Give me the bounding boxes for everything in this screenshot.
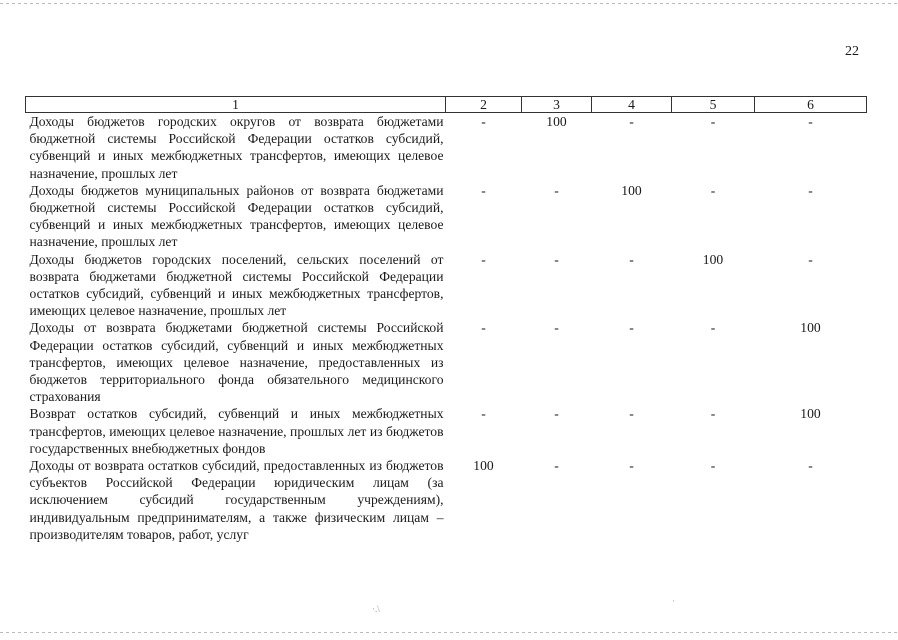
column-header-1: 1 — [26, 97, 446, 113]
row-value-col3: - — [554, 251, 559, 267]
row-value-col4: - — [629, 251, 634, 267]
column-header-6: 6 — [755, 97, 867, 113]
row-value-col4: - — [629, 458, 634, 474]
column-header-5: 5 — [672, 97, 755, 113]
column-header-4: 4 — [592, 97, 672, 113]
row-value-col3: - — [554, 406, 559, 422]
row-value-col6: - — [808, 182, 813, 198]
row-value-col6: 100 — [800, 320, 821, 336]
row-value-col4: - — [629, 114, 634, 129]
row-description: Доходы от возврата бюджетами бюджетной системы Российской Федерации остатков субсидий, субвенций и иных межбюджетных трансфертов, имеющих целевое назначение, предоставленных из бюджетов территориального фонда обязательного медицинского страхования — [29, 320, 444, 405]
row-value-col6: - — [808, 458, 813, 474]
row-value-col5: - — [710, 182, 716, 198]
table-row — [26, 457, 867, 543]
table-row — [26, 405, 867, 457]
row-value-col3: 100 — [546, 114, 567, 129]
row-value-col6: - — [808, 114, 813, 129]
row-value-col5: - — [710, 114, 716, 129]
row-value-col2: - — [481, 114, 486, 129]
column-header-2: 2 — [446, 97, 522, 113]
row-value-col2: - — [481, 251, 486, 267]
row-description: Доходы бюджетов городских округов от возврата бюджетами бюджетной системы Российской Федерации остатков субсидий, субвенций и иных межбюджетных трансфертов, имеющих целевое назначение, прошлых лет — [29, 114, 444, 181]
table-row — [26, 319, 867, 405]
row-description: Доходы от возврата остатков субсидий, предоставленных из бюджетов субъектов Российской Федерации юридическим лицам (за исключением субсидий государственным учреждениям), индивидуальным предпринимателям, а также физическим лицам – производителям товаров, работ, услуг — [29, 458, 444, 542]
table-row — [26, 251, 867, 320]
budget-revenue-table — [25, 96, 867, 543]
row-value-col6: 100 — [800, 406, 821, 422]
row-value-col2: - — [481, 320, 486, 336]
column-header-3: 3 — [522, 97, 592, 113]
row-value-col5: - — [710, 406, 716, 422]
row-value-col3: - — [554, 320, 559, 336]
row-value-col3: - — [554, 458, 559, 474]
row-description: Доходы бюджетов городских поселений, сельских поселений от возврата бюджетами бюджетной системы Российской Федерации остатков субсидий, субвенций и иных межбюджетных трансфертов, имеющих целевое назначение, прошлых лет — [29, 251, 444, 319]
row-value-col5: 100 — [702, 251, 724, 267]
row-value-col4: 100 — [621, 182, 642, 198]
scan-speck: · — [672, 596, 675, 606]
row-value-col6: - — [808, 251, 813, 267]
scan-border-bottom — [0, 632, 898, 633]
table-header-row — [26, 97, 867, 113]
row-value-col2: - — [481, 406, 486, 422]
row-value-col2: - — [481, 182, 486, 198]
row-description: Доходы бюджетов муниципальных районов от возврата бюджетами бюджетной системы Российской Федерации остатков субсидий, субвенций и иных межбюджетных трансфертов, имеющих целевое назначение, прошлых лет — [29, 182, 444, 250]
scan-border-top — [0, 3, 898, 4]
row-value-col3: - — [554, 182, 559, 198]
row-value-col5: - — [710, 458, 716, 474]
page-number: 22 — [845, 44, 859, 59]
row-value-col4: - — [629, 320, 634, 336]
table-row — [26, 113, 867, 182]
row-description: Возврат остатков субсидий, субвенций и иных межбюджетных трансфертов, имеющих целевое назначение, прошлых лет из бюджетов государственных внебюджетных фондов — [29, 406, 444, 456]
scan-speck: ·.\ — [372, 604, 380, 614]
row-value-col2: 100 — [473, 458, 494, 474]
row-value-col5: - — [710, 320, 716, 336]
table-row — [26, 182, 867, 251]
row-value-col4: - — [629, 406, 634, 422]
